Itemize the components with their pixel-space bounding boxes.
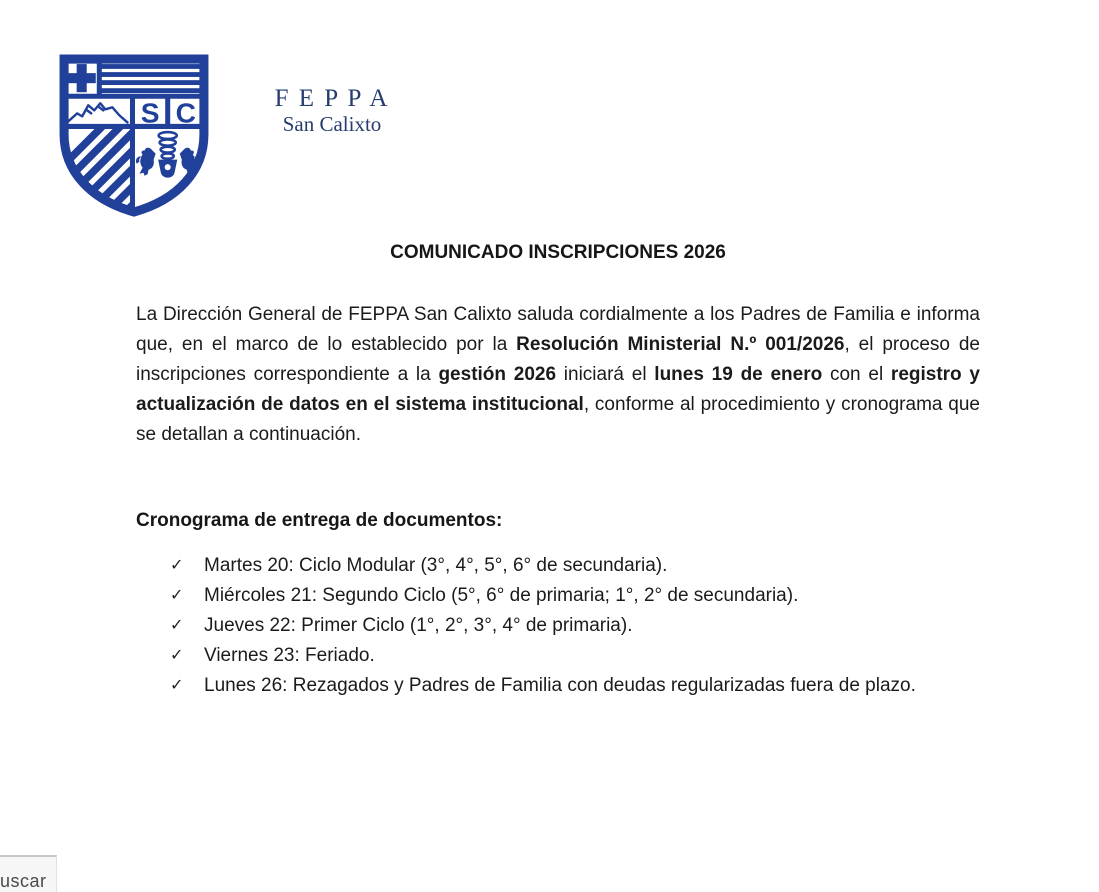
schedule-item [170, 551, 1000, 581]
schedule-item [170, 671, 1000, 701]
intro-bold-run: lunes 19 de enero [654, 364, 823, 385]
schedule-item [170, 641, 1000, 671]
intro-run: iniciará el [556, 364, 655, 385]
intro-bold-run: registro y actualización de datos en el sistema institucional [136, 364, 980, 415]
logo-wordmark [256, 86, 408, 136]
intro-bold-run: Resolución Ministerial N.º 001/2026 [516, 334, 845, 355]
schedule-item-text: Viernes 23: Feriado. [204, 645, 375, 666]
intro-run: , el proceso de inscripciones correspondiente a la [136, 334, 980, 385]
schedule-item-text: Martes 20: Ciclo Modular (3°, 4°, 5°, 6° de secundaria). [204, 555, 668, 576]
schedule-item-text: Miércoles 21: Segundo Ciclo (5°, 6° de primaria; 1°, 2° de secundaria). [204, 585, 799, 606]
checkmark-icon: ✓ [170, 587, 184, 604]
crest-initial-s: S [140, 97, 160, 129]
checkmark-icon: ✓ [170, 677, 184, 694]
intro-paragraph [136, 300, 980, 450]
search-status-label: uscar [0, 871, 47, 891]
schedule-list [170, 551, 1000, 701]
intro-bold-run: gestión 2026 [438, 364, 557, 385]
crest-svg [56, 52, 212, 219]
crest-initial-c: C [175, 97, 196, 129]
schedule-heading: Cronograma de entrega de documentos: [136, 510, 503, 531]
schedule-item [170, 611, 1000, 641]
checkmark-icon: ✓ [170, 617, 184, 634]
checkmark-icon: ✓ [170, 557, 184, 574]
intro-run: , conforme al procedimiento y cronograma que se detallan a continuación. [136, 394, 981, 445]
intro-run: La Dirección General de FEPPA San Calixto saluda cordialmente a los Padres de Familia e informa que, en el marco de lo establecido por la [136, 304, 980, 355]
search-status-bubble[interactable] [0, 855, 57, 892]
checkmark-icon: ✓ [170, 647, 184, 664]
logo-wordmark-name: San Calixto [282, 112, 382, 136]
document-title: COMUNICADO INSCRIPCIONES 2026 [390, 242, 726, 263]
schedule-item [170, 581, 1000, 611]
schedule-item-text: Lunes 26: Rezagados y Padres de Familia con deudas regularizadas fuera de plazo. [204, 675, 916, 696]
schedule-item-text: Jueves 22: Primer Ciclo (1°, 2°, 3°, 4° de primaria). [204, 615, 633, 636]
logo-wordmark-acronym: F E P P A [274, 85, 390, 112]
intro-run: con el [822, 364, 891, 385]
school-crest-logo [56, 52, 212, 219]
